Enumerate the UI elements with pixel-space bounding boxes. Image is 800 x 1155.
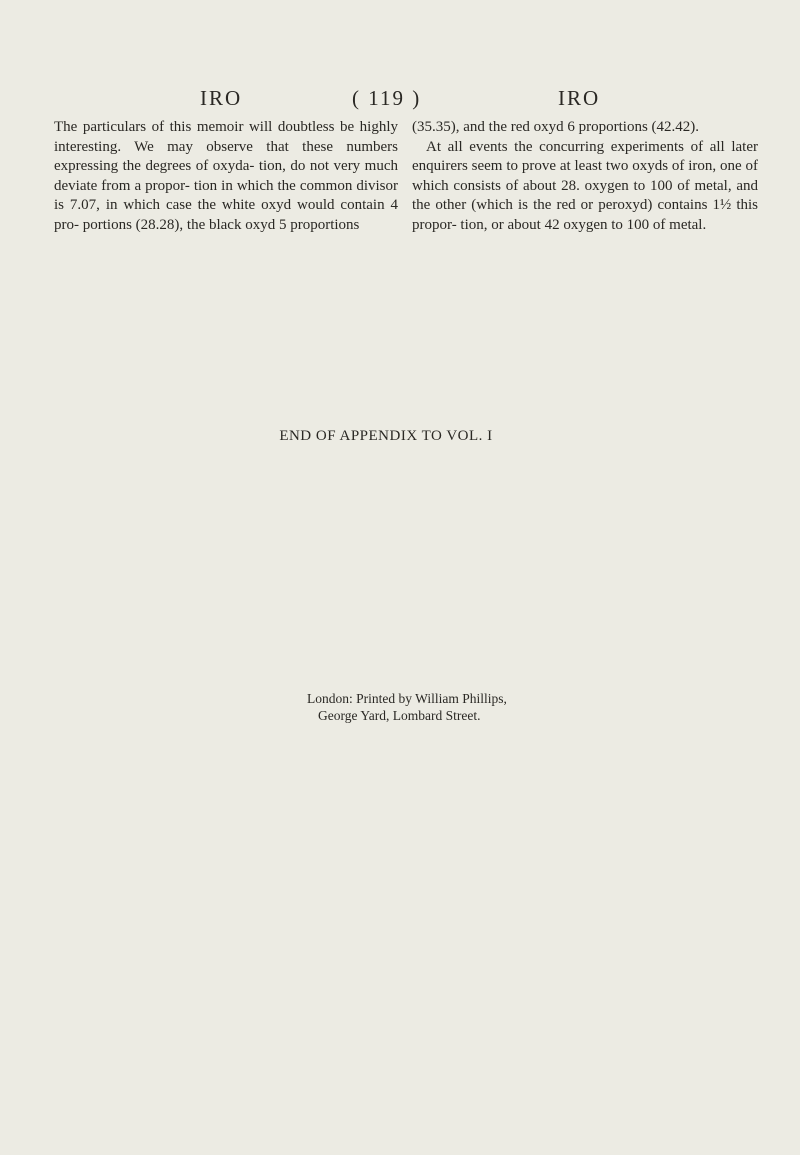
page-number: ( 119 ) [352,86,422,110]
imprint-line-2: George Yard, Lombard Street. [318,708,481,723]
left-column [54,118,398,236]
end-note-text: END OF APPENDIX TO VOL. I [279,428,493,444]
right-column-continuation: (35.35), and the red oxyd 6 proportions (42.42). [412,119,700,135]
left-column-text: The particulars of this memoir will doubtless be highly interesting. We may observe that these numbers expressing the degrees of oxyda- tion, do not very much deviate from a propor- tion in which the common divisor is 7.07, in which case the white oxyd would contain 4 pro- portions (28.28), the black oxyd 5 proportions [54,119,398,233]
imprint-line-1: London: Printed by William Phillips, [307,691,507,706]
running-head-right: IRO [558,86,601,110]
right-column-paragraph: At all events the concurring experiments of all later enquirers seem to prove at least two oxyds of iron, one of which consists of about 28. oxygen to 100 of metal, and the other (which is the red or peroxyd) contains 1½ this propor- tion, or about 42 oxygen to 100 of metal. [412,138,758,233]
right-column [412,118,758,236]
end-of-appendix-note [0,428,800,445]
printer-imprint [307,690,507,724]
running-head [0,86,800,116]
running-head-left: IRO [200,86,243,110]
